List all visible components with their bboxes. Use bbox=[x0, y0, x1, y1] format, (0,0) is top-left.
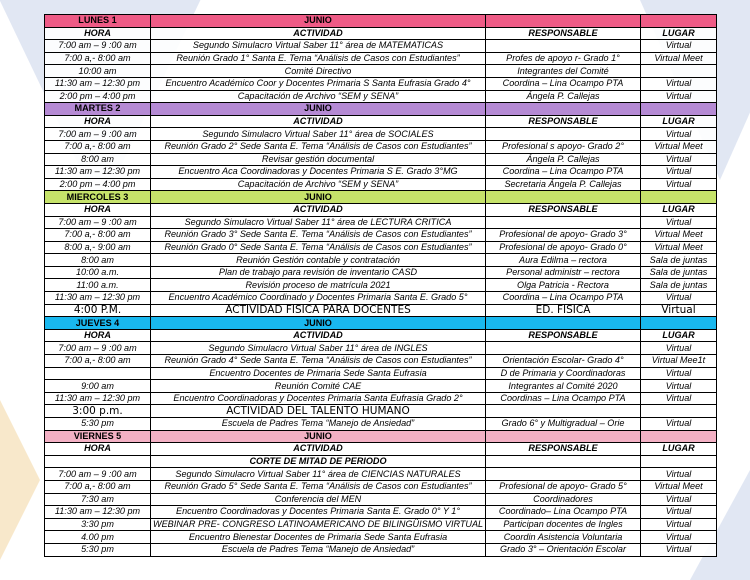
period-banner-row bbox=[45, 455, 717, 468]
weekly-schedule-table bbox=[44, 14, 717, 557]
hora-cell: 7:00 am – 9 :00 am bbox=[45, 468, 151, 481]
schedule-row bbox=[45, 128, 717, 141]
lugar-cell: Virtual bbox=[641, 216, 717, 229]
hora-cell: 9:00 am bbox=[45, 380, 151, 393]
schedule-row bbox=[45, 140, 717, 153]
lugar-cell bbox=[641, 65, 717, 78]
header-responsable: RESPONSABLE bbox=[486, 329, 641, 342]
day-heading-empty bbox=[486, 103, 641, 116]
hora-cell: 7:00 am – 9 :00 am bbox=[45, 128, 151, 141]
hora-cell: 11:30 am – 12:30 pm bbox=[45, 77, 151, 90]
schedule-row bbox=[45, 40, 717, 53]
day-heading-empty bbox=[641, 317, 717, 330]
actividad-cell: Reunión Grado 2° Sede Santa E. Tema “Análisis de Casos con Estudiantes” bbox=[151, 140, 486, 153]
lugar-cell: Sala de juntas bbox=[641, 254, 717, 267]
day-heading-empty bbox=[641, 430, 717, 443]
lugar-cell: Virtual bbox=[641, 77, 717, 90]
header-lugar: LUGAR bbox=[641, 203, 717, 216]
responsable-cell: Coordinas – Lina Ocampo PTA bbox=[486, 392, 641, 405]
lugar-cell: Virtual bbox=[641, 304, 717, 317]
actividad-cell: Encuentro Coordinadoras y Docentes Primaria Santa E. Grado 0° Y 1° bbox=[151, 506, 486, 519]
schedule-row bbox=[45, 418, 717, 431]
header-actividad: ACTIVIDAD bbox=[151, 203, 486, 216]
header-hora: HORA bbox=[45, 115, 151, 128]
schedule-row bbox=[45, 266, 717, 279]
hora-cell: 7:00 a,- 8:00 am bbox=[45, 52, 151, 65]
actividad-cell: Reunión Comité CAE bbox=[151, 380, 486, 393]
lugar-cell: Virtual Meet bbox=[641, 140, 717, 153]
lugar-cell: Virtual bbox=[641, 153, 717, 166]
header-hora: HORA bbox=[45, 329, 151, 342]
actividad-cell: Escuela de Padres Tema “Manejo de Ansiedad” bbox=[151, 418, 486, 431]
actividad-cell: Reunión Grado 1° Santa E. Tema “Análisis de Casos con Estudiantes” bbox=[151, 52, 486, 65]
day-heading-empty bbox=[486, 191, 641, 204]
hora-cell: 7:00 am – 9 :00 am bbox=[45, 342, 151, 355]
month-label: JUNIO bbox=[151, 15, 486, 28]
actividad-cell: Encuentro Aca Coordinadoras y Docentes Primaria S E. Grado 3°MG bbox=[151, 166, 486, 179]
responsable-cell: Grado 6° y Multigradual – Orie bbox=[486, 418, 641, 431]
period-banner: CORTE DE MITAD DE PERIODO bbox=[151, 455, 486, 468]
lugar-cell: Virtual bbox=[641, 543, 717, 556]
schedule-row bbox=[45, 254, 717, 267]
schedule-row bbox=[45, 367, 717, 380]
schedule-row bbox=[45, 90, 717, 103]
lugar-cell: Virtual bbox=[641, 40, 717, 53]
hora-cell: 4:00 P.M. bbox=[45, 304, 151, 317]
responsable-cell bbox=[486, 216, 641, 229]
day-heading-empty bbox=[641, 191, 717, 204]
actividad-cell: Encuentro Bienestar Docentes de Primaria Sede Santa Eufrasia bbox=[151, 531, 486, 544]
schedule-row bbox=[45, 380, 717, 393]
responsable-cell: Ángela P. Callejas bbox=[486, 153, 641, 166]
hora-cell: 7:00 a,- 8:00 am bbox=[45, 229, 151, 242]
lugar-cell: Virtual bbox=[641, 468, 717, 481]
lugar-cell: Virtual Meet bbox=[641, 241, 717, 254]
header-responsable: RESPONSABLE bbox=[486, 115, 641, 128]
actividad-cell: Capacitación de Archivo “SEM y SENA” bbox=[151, 178, 486, 191]
hora-cell: 3:00 p.m. bbox=[45, 405, 151, 418]
actividad-cell: Encuentro Académico Coordinado y Docentes Primaria Santa E. Grado 5° bbox=[151, 292, 486, 305]
schedule-row bbox=[45, 355, 717, 368]
responsable-cell: Ángela P. Callejas bbox=[486, 90, 641, 103]
actividad-cell: Segundo Simulacro Virtual Saber 11° área de INGLES bbox=[151, 342, 486, 355]
schedule-row bbox=[45, 531, 717, 544]
responsable-cell: Olga Patricia - Rectora bbox=[486, 279, 641, 292]
hora-cell: 10:00 am bbox=[45, 65, 151, 78]
actividad-cell: Encuentro Docentes de Primaria Sede Santa Eufrasia bbox=[151, 367, 486, 380]
schedule-row bbox=[45, 216, 717, 229]
day-heading-empty bbox=[486, 430, 641, 443]
day-heading-row bbox=[45, 103, 717, 116]
hora-cell: 3:30 pm bbox=[45, 518, 151, 531]
responsable-cell: Profesional s apoyo- Grado 2° bbox=[486, 140, 641, 153]
schedule-row bbox=[45, 241, 717, 254]
header-hora: HORA bbox=[45, 443, 151, 456]
schedule-row bbox=[45, 506, 717, 519]
day-label: MARTES 2 bbox=[45, 103, 151, 116]
header-lugar: LUGAR bbox=[641, 329, 717, 342]
responsable-cell bbox=[486, 342, 641, 355]
header-lugar: LUGAR bbox=[641, 115, 717, 128]
schedule-row bbox=[45, 77, 717, 90]
responsable-cell: ED. FISICA bbox=[486, 304, 641, 317]
hora-cell: 4.00 pm bbox=[45, 531, 151, 544]
responsable-cell: Profes de apoyo r- Grado 1° bbox=[486, 52, 641, 65]
hora-cell: 2:00 pm – 4:00 pm bbox=[45, 90, 151, 103]
banner-empty bbox=[641, 455, 717, 468]
schedule-row bbox=[45, 342, 717, 355]
lugar-cell: Virtual Meet bbox=[641, 480, 717, 493]
schedule-row bbox=[45, 178, 717, 191]
lugar-cell: Virtual bbox=[641, 128, 717, 141]
actividad-cell: Comité Directivo bbox=[151, 65, 486, 78]
actividad-cell: Segundo Simulacro Virtual Saber 11° área de LECTURA CRITICA bbox=[151, 216, 486, 229]
lugar-cell: Sala de juntas bbox=[641, 266, 717, 279]
day-label: MIERCOLES 3 bbox=[45, 191, 151, 204]
banner-empty bbox=[486, 455, 641, 468]
month-label: JUNIO bbox=[151, 191, 486, 204]
lugar-cell: Virtual bbox=[641, 90, 717, 103]
actividad-cell: ACTIVIDAD FISICA PARA DOCENTES bbox=[151, 304, 486, 317]
hora-cell: 7:00 a,- 8:00 am bbox=[45, 355, 151, 368]
header-actividad: ACTIVIDAD bbox=[151, 329, 486, 342]
schedule-row bbox=[45, 543, 717, 556]
column-header-row bbox=[45, 115, 717, 128]
header-responsable: RESPONSABLE bbox=[486, 203, 641, 216]
day-heading-empty bbox=[486, 15, 641, 28]
header-responsable: RESPONSABLE bbox=[486, 443, 641, 456]
lugar-cell: Virtual bbox=[641, 342, 717, 355]
responsable-cell: Coordina – Lina Ocampo PTA bbox=[486, 77, 641, 90]
actividad-cell: Segundo Simulacro Virtual Saber 11° área de CIENCIAS NATURALES bbox=[151, 468, 486, 481]
header-actividad: ACTIVIDAD bbox=[151, 27, 486, 40]
responsable-cell: Coordina – Lina Ocampo PTA bbox=[486, 292, 641, 305]
day-label: VIERNES 5 bbox=[45, 430, 151, 443]
responsable-cell: Participan docentes de Ingles bbox=[486, 518, 641, 531]
schedule-row bbox=[45, 292, 717, 305]
responsable-cell bbox=[486, 40, 641, 53]
actividad-cell: Conferencia del MEN bbox=[151, 493, 486, 506]
lugar-cell: Virtual Meet bbox=[641, 229, 717, 242]
responsable-cell: Integrantes del Comité bbox=[486, 65, 641, 78]
hora-cell: 7:00 am – 9 :00 am bbox=[45, 40, 151, 53]
hora-cell: 8:00 a,- 9:00 am bbox=[45, 241, 151, 254]
responsable-cell: Grado 3° – Orientación Escolar bbox=[486, 543, 641, 556]
column-header-row bbox=[45, 27, 717, 40]
schedule-row bbox=[45, 392, 717, 405]
lugar-cell: Sala de juntas bbox=[641, 279, 717, 292]
actividad-cell: WEBINAR PRE- CONGRESO LATINOAMERICANO DE BILINGÜISMO VIRTUAL bbox=[151, 518, 486, 531]
day-heading-row bbox=[45, 317, 717, 330]
hora-cell: 7:00 a,- 8:00 am bbox=[45, 480, 151, 493]
day-heading-empty bbox=[486, 317, 641, 330]
header-hora: HORA bbox=[45, 203, 151, 216]
lugar-cell: Virtual bbox=[641, 518, 717, 531]
lugar-cell: Virtual bbox=[641, 506, 717, 519]
lugar-cell: Virtual bbox=[641, 392, 717, 405]
actividad-cell: Revisar gestión documental bbox=[151, 153, 486, 166]
lugar-cell: Virtual bbox=[641, 292, 717, 305]
hora-cell: 7:30 am bbox=[45, 493, 151, 506]
responsable-cell bbox=[486, 128, 641, 141]
lugar-cell: Virtual Meet bbox=[641, 52, 717, 65]
actividad-cell: Capacitación de Archivo “SEM y SENA” bbox=[151, 90, 486, 103]
actividad-cell: Segundo Simulacro Virtual Saber 11° área de MATEMATICAS bbox=[151, 40, 486, 53]
responsable-cell: Coordinado– Lina Ocampo PTA bbox=[486, 506, 641, 519]
lugar-cell: Virtual Mee1t bbox=[641, 355, 717, 368]
month-label: JUNIO bbox=[151, 317, 486, 330]
actividad-cell: Encuentro Coordinadoras y Docentes Primaria Santa Eufrasia Grado 2° bbox=[151, 392, 486, 405]
responsable-cell: Personal administr – rectora bbox=[486, 266, 641, 279]
lugar-cell bbox=[641, 405, 717, 418]
lugar-cell: Virtual bbox=[641, 531, 717, 544]
lugar-cell: Virtual bbox=[641, 166, 717, 179]
hora-cell: 11:30 am – 12:30 pm bbox=[45, 166, 151, 179]
schedule-row bbox=[45, 493, 717, 506]
responsable-cell: Coordina – Lina Ocampo PTA bbox=[486, 166, 641, 179]
hora-cell: 8:00 am bbox=[45, 153, 151, 166]
day-heading-row bbox=[45, 430, 717, 443]
header-lugar: LUGAR bbox=[641, 443, 717, 456]
actividad-cell: Plan de trabajo para revisión de inventario CASD bbox=[151, 266, 486, 279]
day-heading-empty bbox=[641, 103, 717, 116]
lugar-cell: Virtual bbox=[641, 493, 717, 506]
actividad-cell: Revisión proceso de matrícula 2021 bbox=[151, 279, 486, 292]
responsable-cell: Orientación Escolar- Grado 4° bbox=[486, 355, 641, 368]
hora-cell: 5:30 pm bbox=[45, 418, 151, 431]
header-lugar: LUGAR bbox=[641, 27, 717, 40]
column-header-row bbox=[45, 443, 717, 456]
hora-cell: 11:00 a.m. bbox=[45, 279, 151, 292]
lugar-cell: Virtual bbox=[641, 178, 717, 191]
actividad-cell: Reunión Gestión contable y contratación bbox=[151, 254, 486, 267]
responsable-cell bbox=[486, 405, 641, 418]
actividad-cell: Reunión Grado 3° Sede Santa E. Tema “Análisis de Casos con Estudiantes” bbox=[151, 229, 486, 242]
hora-cell: 5:30 pm bbox=[45, 543, 151, 556]
responsable-cell: Coordin Asistencia Voluntaria bbox=[486, 531, 641, 544]
header-actividad: ACTIVIDAD bbox=[151, 443, 486, 456]
day-heading-empty bbox=[641, 15, 717, 28]
column-header-row bbox=[45, 203, 717, 216]
responsable-cell: Profesional de apoyo- Grado 5° bbox=[486, 480, 641, 493]
schedule-row bbox=[45, 65, 717, 78]
responsable-cell: Coordinadores bbox=[486, 493, 641, 506]
schedule-row bbox=[45, 405, 717, 418]
schedule-row bbox=[45, 52, 717, 65]
actividad-cell: Reunión Grado 4° Sede Santa E. Tema “Análisis de Casos con Estudiantes” bbox=[151, 355, 486, 368]
hora-cell: 7:00 a,- 8:00 am bbox=[45, 140, 151, 153]
lugar-cell: Virtual bbox=[641, 367, 717, 380]
hora-cell: 11:30 am – 12:30 pm bbox=[45, 506, 151, 519]
hora-cell: 2:00 pm – 4:00 pm bbox=[45, 178, 151, 191]
responsable-cell bbox=[486, 468, 641, 481]
month-label: JUNIO bbox=[151, 430, 486, 443]
banner-empty bbox=[45, 455, 151, 468]
hora-cell bbox=[45, 367, 151, 380]
column-header-row bbox=[45, 329, 717, 342]
responsable-cell: Secretaria Ángela P. Callejas bbox=[486, 178, 641, 191]
background-decoration bbox=[0, 400, 40, 560]
header-responsable: RESPONSABLE bbox=[486, 27, 641, 40]
hora-cell: 8:00 am bbox=[45, 254, 151, 267]
schedule-row bbox=[45, 304, 717, 317]
actividad-cell: Segundo Simulacro Virtual Saber 11° área de SOCIALES bbox=[151, 128, 486, 141]
hora-cell: 11:30 am – 12:30 pm bbox=[45, 292, 151, 305]
day-heading-row bbox=[45, 191, 717, 204]
responsable-cell: Profesional de apoyo- Grado 0° bbox=[486, 241, 641, 254]
actividad-cell: Reunión Grado 5° Sede Santa E. Tema “Análisis de Casos con Estudiantes” bbox=[151, 480, 486, 493]
responsable-cell: Integrantes al Comité 2020 bbox=[486, 380, 641, 393]
header-hora: HORA bbox=[45, 27, 151, 40]
schedule-row bbox=[45, 518, 717, 531]
schedule-row bbox=[45, 468, 717, 481]
schedule-row bbox=[45, 166, 717, 179]
hora-cell: 7:00 am – 9 :00 am bbox=[45, 216, 151, 229]
schedule-row bbox=[45, 480, 717, 493]
schedule-row bbox=[45, 153, 717, 166]
day-label: JUEVES 4 bbox=[45, 317, 151, 330]
hora-cell: 11:30 am – 12:30 pm bbox=[45, 392, 151, 405]
actividad-cell: ACTIVIDAD DEL TALENTO HUMANO bbox=[151, 405, 486, 418]
responsable-cell: Aura Edilma – rectora bbox=[486, 254, 641, 267]
month-label: JUNIO bbox=[151, 103, 486, 116]
schedule-row bbox=[45, 229, 717, 242]
responsable-cell: Profesional de apoyo- Grado 3° bbox=[486, 229, 641, 242]
actividad-cell: Encuentro Académico Coor y Docentes Primaria S Santa Eufrasia Grado 4° bbox=[151, 77, 486, 90]
header-actividad: ACTIVIDAD bbox=[151, 115, 486, 128]
actividad-cell: Escuela de Padres Tema “Manejo de Ansiedad” bbox=[151, 543, 486, 556]
day-label: LUNES 1 bbox=[45, 15, 151, 28]
day-heading-row bbox=[45, 15, 717, 28]
hora-cell: 10:00 a.m. bbox=[45, 266, 151, 279]
lugar-cell: Virtual bbox=[641, 418, 717, 431]
responsable-cell: D de Primaria y Coordinadoras bbox=[486, 367, 641, 380]
actividad-cell: Reunión Grado 0° Sede Santa E. Tema “Análisis de Casos con Estudiantes” bbox=[151, 241, 486, 254]
lugar-cell: Virtual bbox=[641, 380, 717, 393]
schedule-row bbox=[45, 279, 717, 292]
